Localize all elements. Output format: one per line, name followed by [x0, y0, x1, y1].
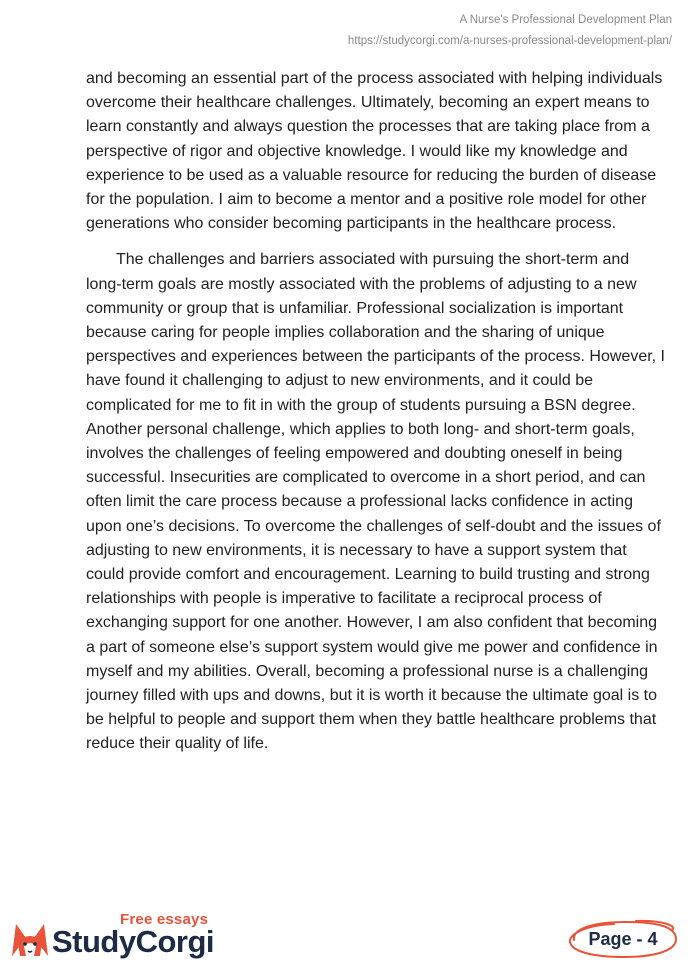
- source-url[interactable]: https://studycorgi.com/a-nurses-professional-development-plan/: [347, 35, 672, 47]
- logo-tagline: Free essays: [120, 911, 209, 928]
- page-number: Page - 4: [588, 929, 658, 949]
- essay-body: [86, 67, 666, 769]
- studycorgi-logo[interactable]: [8, 908, 228, 960]
- page-header: [348, 10, 672, 52]
- document-title: A Nurse's Professional Development Plan: [459, 14, 672, 26]
- corgi-icon: [8, 916, 52, 960]
- page-number-badge: [566, 918, 680, 958]
- logo-brand-name: StudyCorgi: [52, 924, 215, 959]
- paragraph-challenges: The challenges and barriers associated with pursuing the short-term and long-term goals are mostly associated with the problems of adjusting to a new community or group that is unfamiliar. Professional socialization is important because caring for people implies collaboration and the sharing of unique perspectives and experiences between the participants of the process. However, I have found it challenging to adjust to new environments, and it could be complicated for me to fit in with the group of students pursuing a BSN degree. Another personal challenge, which applies to both long- and short-term goals, involves the challenges of feeling empowered and doubting oneself in being successful. Insecurities are complicated to overcome in a short period, and can often limit the care process because a professional lacks confidence in acting upon one’s decisions. To overcome the challenges of self-doubt and the issues of adjusting to new environments, it is necessary to have a support system that could provide comfort and encouragement. Learning to build trusting and strong relationships with people is imperative to facilitate a reciprocal process of exchanging support for one another. However, I am also confident that becoming a part of someone else’s support system would give me power and confidence in myself and my abilities. Overall, becoming a professional nurse is a challenging journey filled with ups and downs, but it is worth it because the ultimate goal is to be helpful to people and support them when they battle healthcare problems that reduce their quality of life.: [86, 251, 665, 753]
- paragraph-continuation: and becoming an essential part of the process associated with helping individuals overcome their healthcare challenges. Ultimately, becoming an expert means to learn constantly and always question the processes that are taking place from a perspective of rigor and objective knowledge. I would like my knowledge and experience to be used as a valuable resource for reducing the burden of disease for the population. I aim to become a mentor and a positive role model for other generations who consider becoming participants in the healthcare process.: [86, 70, 663, 233]
